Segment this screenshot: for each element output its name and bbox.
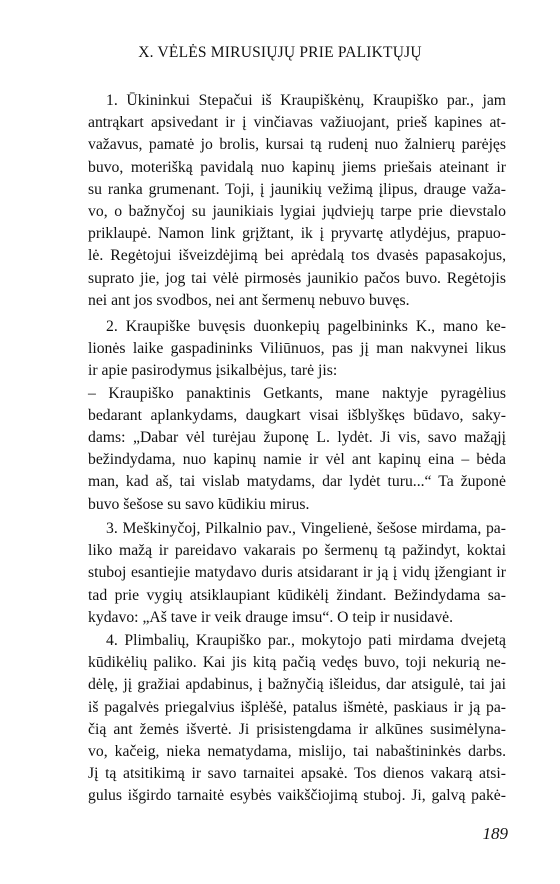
story-2-line: 2. Kraupiške buvęsis duonkepių pagelbininks K., mano ke- (106, 318, 506, 335)
story-4-line: Jį tą atsitikimą ir savo tarnaitei apsakė. Tos dienos vakarą atsi- (88, 765, 506, 783)
story-4-line: 4. Plimbalių, Kraupiško par., mokytojo pati mirdama dvejetą (106, 632, 506, 649)
page-number: 189 (482, 824, 508, 843)
story-1-line: priklaupė. Namon link grįžtant, ik į pryvartę atlydėjus, prapuo- (88, 225, 506, 243)
story-3 (88, 518, 506, 629)
story-1-line: buvo, moterišką pavidalą nuo kapinų jiems priešais ateinant ir (88, 158, 506, 176)
story-2-line: dams: „Dabar vėl turėjau župonę L. lydėt. Ji vis, savo mažąjį (88, 428, 506, 446)
story-2-line: bežindydama, nuo kapinų namie ir vėl ant kapinų eina – bėda (88, 451, 506, 469)
story-4-line: čią ant žemės išvertė. Ji prisistengdama ir alkūnes susimėlyna- (88, 720, 506, 738)
story-2-line: – Kraupiško panaktinis Getkants, mane naktyje pyragėlius (88, 384, 506, 402)
story-2-line: lionės laike gaspadininks Viliūnuos, pas jį man nakvynei likus (88, 340, 506, 358)
story-1-line: lė. Regėtojui išveizdėjimą bei aprėdalą tos dvasės papasakojus, (88, 247, 506, 265)
story-1-line: antrąkart apsivedant ir į vinčiavas važiuojant, prieš kapines at- (88, 114, 506, 132)
story-1 (88, 90, 506, 312)
story-1-line: vo, o bažnyčoj su jaunikiais lygiai jųdviejų tarpe prie dievstalo (88, 202, 506, 220)
story-4-line: kūdikėlių paliko. Kai jis kitą pačią vedęs buvo, toji nekurią ne- (88, 654, 506, 672)
chapter-title: X. VĖLĖS MIRUSIŲJŲ PRIE PALIKTŲJŲ (138, 44, 422, 61)
story-1-line: 1. Ūkininkui Stepačui iš Kraupiškėnų, Kraupiško par., jam (106, 92, 506, 109)
story-4-line: iš pagalvės priegalvius išplėšė, patalus išmėtė, paskiaus ir ją pa- (88, 698, 506, 716)
story-3-line: tad prie vygių atsiklaupiant kūdikėlį žindant. Bežindydama sa- (88, 586, 506, 604)
story-2-line: bedarant aplankydams, daugkart visai išblyškęs būdavo, saky- (88, 406, 506, 424)
story-3-line: kydavo: „Aš tave ir veik drauge imsu“. O teip ir nusidavė. (88, 608, 454, 626)
story-2-line: buvo šešose su savo kūdikiu mirus. (88, 495, 310, 513)
story-2 (88, 316, 506, 516)
story-4-line: dėlę, jį gražiai apdabinus, į bažnyčią išleidus, dar atsigulė, tai jai (88, 676, 506, 694)
story-1-line: važavus, pamatė jo brolis, kursai tą rudenį nuo žalnierų parėjęs (88, 136, 506, 154)
story-1-line: suprato jie, jog tai vėlė pirmosės jaunikio pačos buvo. Regėtojis (88, 269, 506, 287)
story-4-line: vo, kačeig, nieka nematydama, mislijo, tai nabaštininkės darbs. (88, 742, 506, 760)
story-1-line: su ranka grumenant. Toji, į jaunikių vežimą įlipus, drauge važa- (88, 180, 506, 198)
story-3-line: 3. Meškinyčoj, Pilkalnio pav., Vingelienė, šešose mirdama, pa- (106, 520, 506, 537)
story-2-line: ir apie pasirodymus įsikalbėjus, tarė jis: (88, 362, 338, 380)
story-3-line: stuboj esantiejie matydavo duris atsidarant ir ją į vidų įžengiant ir (88, 564, 506, 582)
story-4-line: gulus išgirdo tarnaitė esybės vaikščiojimą stuboj. Ji, galvą pakė- (88, 787, 506, 805)
story-1-line: nei ant jos svodbos, nei ant šermenų nebuvo buvęs. (88, 291, 410, 309)
story-2-line: man, kad aš, tai vislab matydams, dar lydėt turu...“ Ta župonė (88, 473, 506, 491)
story-4 (88, 630, 506, 808)
story-3-line: liko mažą ir pareidavo vakarais po šermenų tą pažindyt, koktai (88, 542, 506, 560)
